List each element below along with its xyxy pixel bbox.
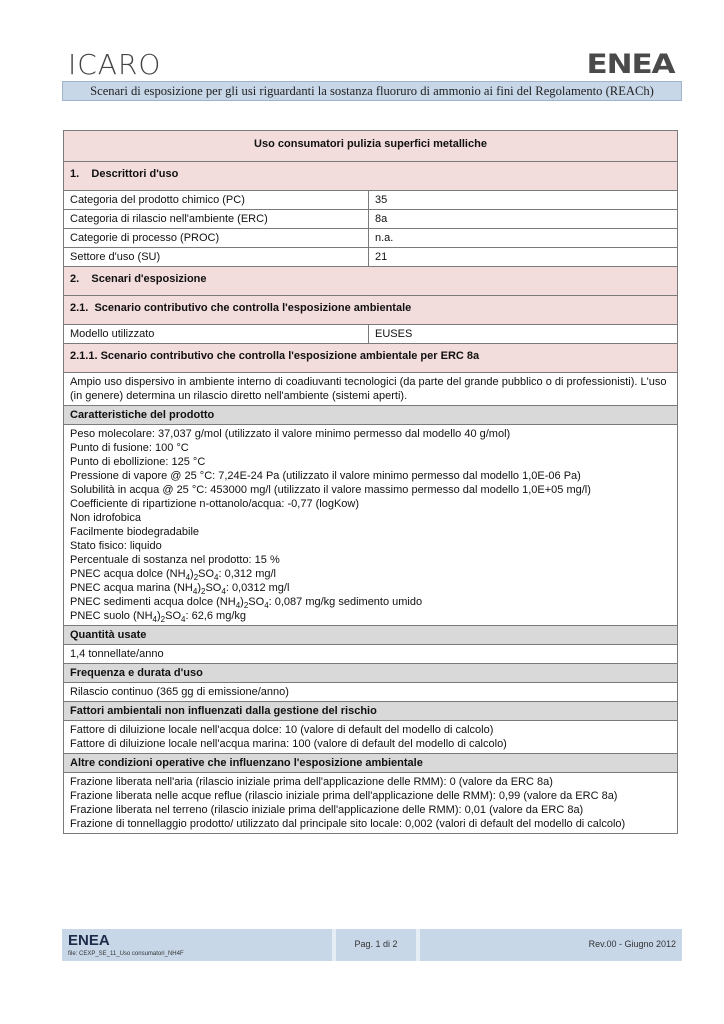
section-1-row: [64, 162, 678, 191]
enea-logo: ENEA: [586, 49, 674, 80]
quantity-value: 1,4 tonnellate/anno: [64, 645, 678, 664]
footer-left: [62, 929, 332, 961]
table-row: [64, 191, 678, 210]
frequency-value: Rilascio continuo (365 gg di emissione/anno): [64, 683, 678, 702]
pnec-line: PNEC suolo $(NH_4)_2SO_4$: 62,6 mg/kg: [70, 610, 247, 625]
other-conditions-header-row: [64, 754, 678, 773]
product-line: Pressione di vapore @ 25 °C: 7,24E-24 Pa (utilizzato il valore minimo permesso dal modello 1,0E-06 Pa): [70, 470, 581, 482]
product-line: Punto di fusione: 100 °C: [70, 442, 189, 454]
model-label: Modello utilizzato: [64, 325, 369, 344]
table-row: [64, 721, 678, 754]
scenario-description: Ampio uso dispersivo in ambiente interno di coadiuvanti tecnologici (da parte del grande pubblico o di professionisti). L'uso (in genere) determina un rilascio diretto nell'ambiente (sistemi aperti).: [64, 373, 678, 406]
table-title-row: [64, 131, 678, 162]
page-footer: [62, 929, 682, 961]
table-title: Uso consumatori pulizia superfici metalliche: [64, 131, 678, 162]
other-condition-line: Frazione liberata nelle acque reflue (rilascio iniziale prima dell'applicazione delle RMM): 0,99 (valore da ERC 8a): [70, 790, 618, 802]
env-factor-line: Fattore di diluizione locale nell'acqua marina: 100 (valore di default del modello di calcolo): [70, 738, 507, 750]
table-row: [64, 248, 678, 267]
product-line: Peso molecolare: 37,037 g/mol (utilizzato il valore minimo permesso dal modello 40 g/mol): [70, 428, 511, 440]
descriptor-label: Categorie di processo (PROC): [64, 229, 369, 248]
table-row: [64, 425, 678, 626]
product-line: Solubilità in acqua @ 25 °C: 453000 mg/l (utilizzato il valore massimo permesso dal modello 1,0E+05 mg/l): [70, 484, 591, 496]
pnec-line: PNEC acqua marina $(NH_4)_2SO_4$: 0,0312 mg/l: [70, 582, 290, 597]
quantity-heading: Quantità usate: [64, 626, 678, 645]
frequency-heading: Frequenza e durata d'uso: [64, 664, 678, 683]
product-line: Percentuale di sostanza nel prodotto: 15 %: [70, 554, 280, 566]
frequency-header-row: [64, 664, 678, 683]
product-line: Coefficiente di ripartizione n-ottanolo/acqua: -0,77 (logKow): [70, 498, 360, 510]
footer-org: ENEA: [68, 932, 110, 949]
table-row: [64, 773, 678, 834]
product-line: Non idrofobica: [70, 512, 141, 524]
descriptor-label: Categoria del prodotto chimico (PC): [64, 191, 369, 210]
section-2-1-1-heading: 2.1.1. Scenario contributivo che controlla l'esposizione ambientale per ERC 8a: [64, 344, 678, 373]
section-descrittori-heading: 1. Descrittori d'uso: [64, 162, 678, 191]
table-row: [64, 210, 678, 229]
env-factors: [64, 721, 678, 754]
product-characteristics: [64, 425, 678, 626]
section-2-1-row: [64, 296, 678, 325]
footer-revision: Rev.00 - Giugno 2012: [588, 939, 676, 949]
section-2-1-1-row: [64, 344, 678, 373]
footer-file: file: CEXP_SE_11_Uso consumatori_NH4F: [68, 951, 184, 957]
descriptor-label: Settore d'uso (SU): [64, 248, 369, 267]
descriptor-value: n.a.: [369, 229, 678, 248]
other-condition-line: Frazione liberata nell'aria (rilascio iniziale prima dell'applicazione delle RMM): 0 (valore da ERC 8a): [70, 776, 553, 788]
other-condition-line: Frazione liberata nel terreno (rilascio iniziale prima dell'applicazione delle RMM): 0,01 (valore da ERC 8a): [70, 804, 584, 816]
descriptor-label: Categoria di rilascio nell'ambiente (ERC): [64, 210, 369, 229]
table-row: [64, 645, 678, 664]
section-scenari-heading: 2. Scenari d'esposizione: [64, 267, 678, 296]
footer-page-number: Pag. 1 di 2: [354, 939, 398, 949]
pnec-line: PNEC acqua dolce $(NH_4)_2SO_4$: 0,312 mg/l: [70, 568, 276, 583]
product-header-row: [64, 406, 678, 425]
table-row: [64, 683, 678, 702]
other-condition-line: Frazione di tonnellaggio prodotto/ utilizzato dal principale sito locale: 0,002 (valori di default del modello di calcolo): [70, 818, 626, 830]
descriptor-value: 8a: [369, 210, 678, 229]
product-characteristics-heading: Caratteristiche del prodotto: [64, 406, 678, 425]
table-row: [64, 373, 678, 406]
env-factors-header-row: [64, 702, 678, 721]
pnec-line: PNEC sedimenti acqua dolce $(NH_4)_2SO_4$: 0,087 mg/kg sedimento umido: [70, 596, 423, 611]
table-row: [64, 325, 678, 344]
env-factors-heading: Fattori ambientali non influenzati dalla gestione del rischio: [64, 702, 678, 721]
descriptor-value: 35: [369, 191, 678, 210]
exposure-scenario-table: [63, 130, 678, 834]
descriptor-value: 21: [369, 248, 678, 267]
document-banner: Scenari di esposizione per gli usi riguardanti la sostanza fluoruro di ammonio ai fini del Regolamento (REACh): [62, 81, 682, 101]
icaro-logo: ICARO: [68, 48, 162, 81]
footer-right: [420, 929, 682, 961]
footer-middle: [336, 929, 416, 961]
section-2-1-heading: 2.1. Scenario contributivo che controlla l'esposizione ambientale: [64, 296, 678, 325]
table-row: [64, 229, 678, 248]
quantity-header-row: [64, 626, 678, 645]
env-factor-line: Fattore di diluizione locale nell'acqua dolce: 10 (valore di default del modello di calcolo): [70, 724, 494, 736]
product-line: Punto di ebollizione: 125 °C: [70, 456, 206, 468]
product-line: Facilmente biodegradabile: [70, 526, 200, 538]
product-line: Stato fisico: liquido: [70, 540, 162, 552]
section-2-row: [64, 267, 678, 296]
other-conditions: [64, 773, 678, 834]
other-conditions-heading: Altre condizioni operative che influenzano l'esposizione ambientale: [64, 754, 678, 773]
model-value: EUSES: [369, 325, 678, 344]
